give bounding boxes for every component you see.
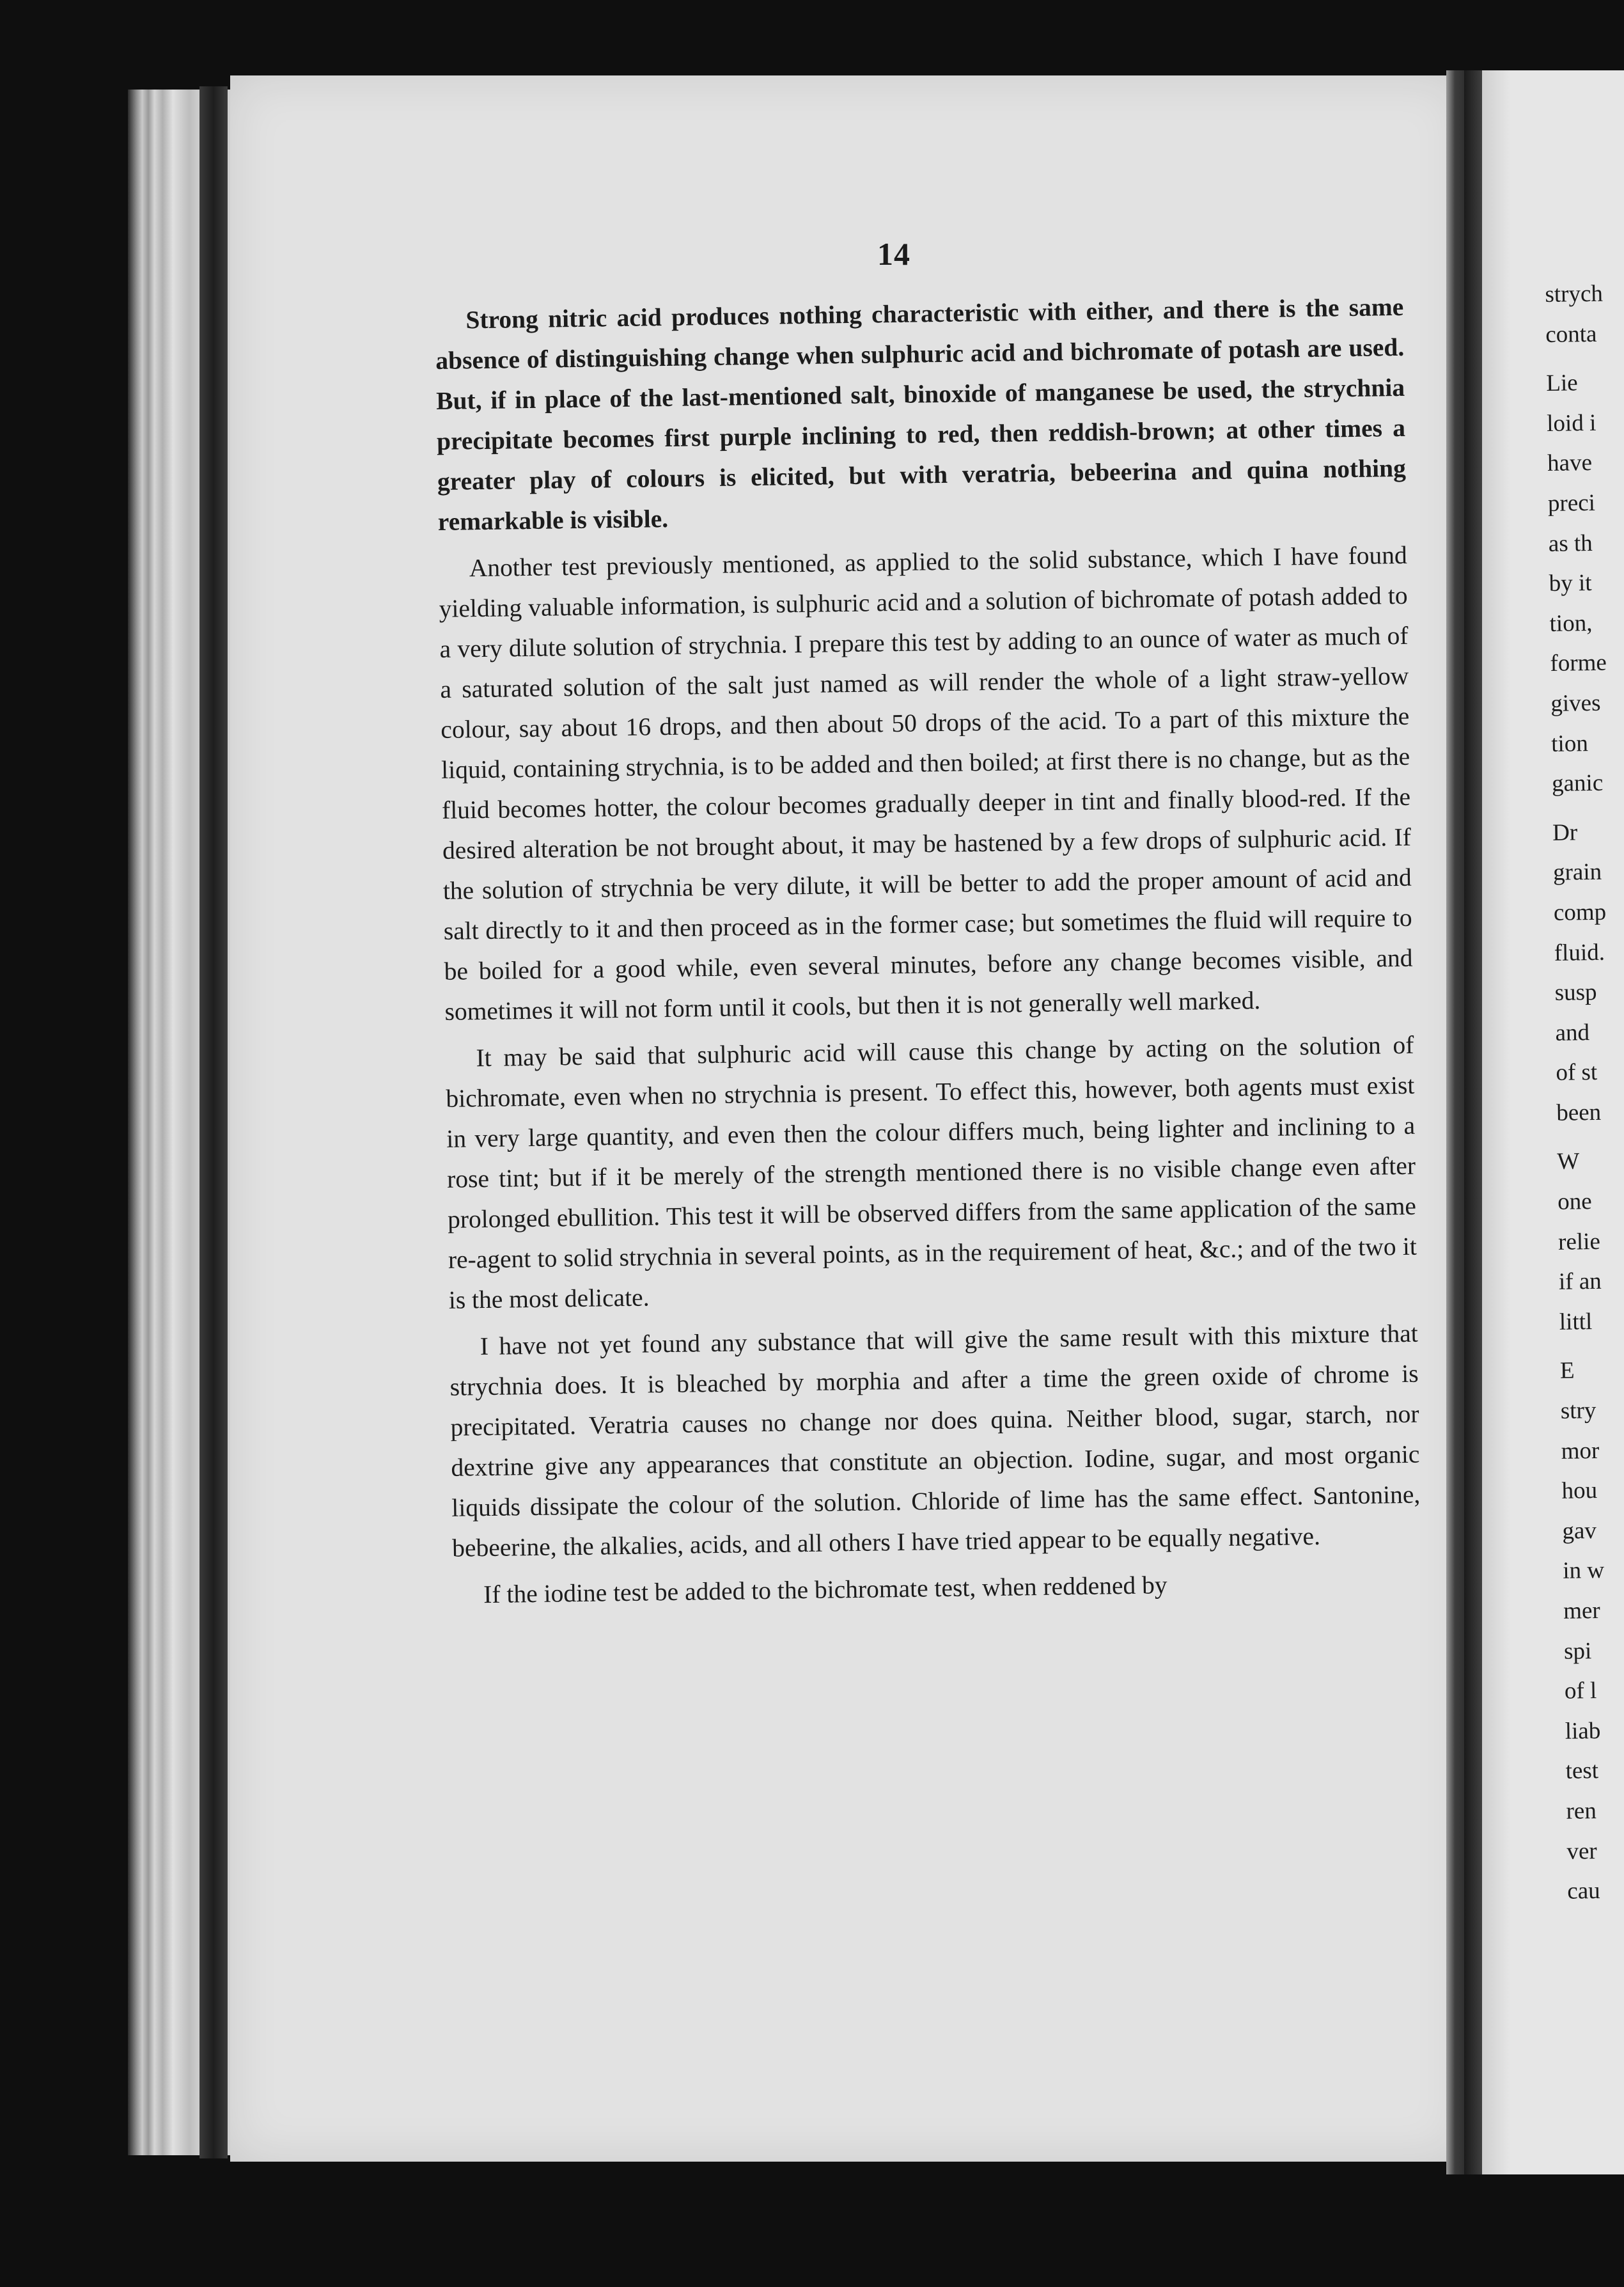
facing-page-line: E <box>1559 1357 1575 1385</box>
paragraph-gap <box>1552 803 1624 813</box>
facing-page-line: been <box>1556 1099 1602 1126</box>
facing-page-line: Lie <box>1546 370 1578 397</box>
facing-page-line: conta <box>1545 320 1597 348</box>
facing-page-line: of st <box>1556 1059 1598 1087</box>
facing-page-line: have <box>1547 450 1593 477</box>
facing-page-line: loid i <box>1546 409 1597 437</box>
facing-page-line: strych <box>1545 280 1604 308</box>
facing-page-line: tion <box>1550 730 1589 757</box>
paragraph-1: Strong nitric acid produces nothing characteristic with either, and there is the same absence of distinguishing change when sulphuric acid and bichromate of potash are used. But, if in place of the last-mentioned salt, binoxide of manganese be used, the strychnia precipitate becomes first purple inclining to red, then reddish-brown; at other times a greater play of colours is elicited, but with veratria, bebeerina and quina nothing remarkable is visible. <box>435 292 1407 536</box>
facing-page-line: liab <box>1565 1717 1601 1745</box>
facing-page-line: mor <box>1561 1437 1600 1465</box>
facing-page-line: forme <box>1550 650 1607 677</box>
facing-page-line: as th <box>1548 530 1593 557</box>
facing-page-line: in w <box>1563 1557 1605 1585</box>
facing-page-line: one <box>1557 1188 1592 1215</box>
facing-page-line: W <box>1557 1148 1580 1175</box>
facing-page-line: by it <box>1549 570 1592 597</box>
facing-page-line: ver <box>1566 1837 1597 1865</box>
facing-page-line: cau <box>1567 1878 1600 1905</box>
facing-page-line: and <box>1555 1019 1590 1046</box>
facing-page-line: ren <box>1566 1798 1597 1825</box>
facing-page-line: test <box>1565 1757 1599 1785</box>
paragraph-5: If the iodine test be added to the bichromate test, when reddened by <box>483 1571 1167 1609</box>
facing-page-line: preci <box>1547 489 1596 517</box>
facing-page-line: susp <box>1554 979 1597 1006</box>
facing-page-line: littl <box>1559 1308 1593 1335</box>
facing-page-line: fluid. <box>1554 939 1605 966</box>
page-number: 14 <box>877 236 910 272</box>
facing-page-line: ganic <box>1551 769 1604 798</box>
facing-page-line: comp <box>1553 899 1607 926</box>
facing-page-line: tion, <box>1549 609 1593 637</box>
paragraph-gap <box>1559 1341 1624 1351</box>
body-text <box>435 287 1422 1615</box>
facing-page-line: hou <box>1561 1477 1598 1505</box>
facing-page-line: gav <box>1562 1517 1597 1544</box>
facing-page-line: relie <box>1558 1228 1601 1255</box>
facing-page-line: of l <box>1564 1678 1597 1704</box>
facing-page-line: grain <box>1552 859 1602 886</box>
facing-page-line: mer <box>1563 1597 1600 1624</box>
facing-page-line: Dr <box>1552 819 1578 846</box>
facing-page-line: spi <box>1563 1637 1592 1665</box>
paragraph-3: It may be said that sulphuric acid will cause this change by acting on the solution of bichromate, even when no strychnia is present. To effect this, however, both agents must exist in very large quantity, and even then the colour differs much, being lighter and inclining to a rose tint; but if it be merely of the strength mentioned there is no visible change even after prolonged ebullition. This test it will be observed differs from the same application of the same re-agent to solid strychnia in several points, as in the requirement of heat, &c.; and of the two it is the most delicate. <box>446 1030 1417 1314</box>
paragraph-gap <box>1557 1132 1624 1142</box>
binding-shadow <box>199 86 228 2158</box>
facing-page-line: if an <box>1558 1268 1602 1296</box>
facing-page-line: gives <box>1550 689 1601 717</box>
paragraph-4: I have not yet found any substance that will give the same result with this mixture that strychnia does. It is bleached by morphia and after a time the green oxide of chrome is precipitated. Veratria causes no change nor does quina. Neither blood, sugar, starch, nor dextrine give any appearances that constitute an objection. Iodine, sugar, and most organic liquids dissipate the colour of the solution. Chloride of lime has the same effect. Santonine, bebeerine, the alkalies, acids, and all others I have tried appear to be equally negative. <box>449 1319 1421 1562</box>
facing-page-line: stry <box>1560 1397 1597 1424</box>
paragraph-2: Another test previously mentioned, as applied to the solid substance, which I have found yielding valuable information, is sulphuric acid and a solution of bichromate of potash added to a very dilute solution of strychnia. I prepare this test by adding to an ounce of water as much of a saturated solution of the salt just named as will render the whole of a light straw-yellow colour, say about 16 drops, and then about 50 drops of the acid. To a part of this mixture the liquid, containing strychnia, is to be added and then boiled; at first there is no change, but as the fluid becomes hotter, the colour becomes gradually deeper in tint and finally blood-red. If the desired alteration be not brought about, it may be hastened by a few drops of sulphuric acid. If the solution of strychnia be very dilute, it will be better to add the proper amount of acid and salt directly to it and then proceed as in the former case; but sometimes the fluid will require to be boiled for a good while, even several minutes, before any change becomes visible, and sometimes it will not form until it cools, but then it is not generally well marked. <box>439 540 1413 1026</box>
